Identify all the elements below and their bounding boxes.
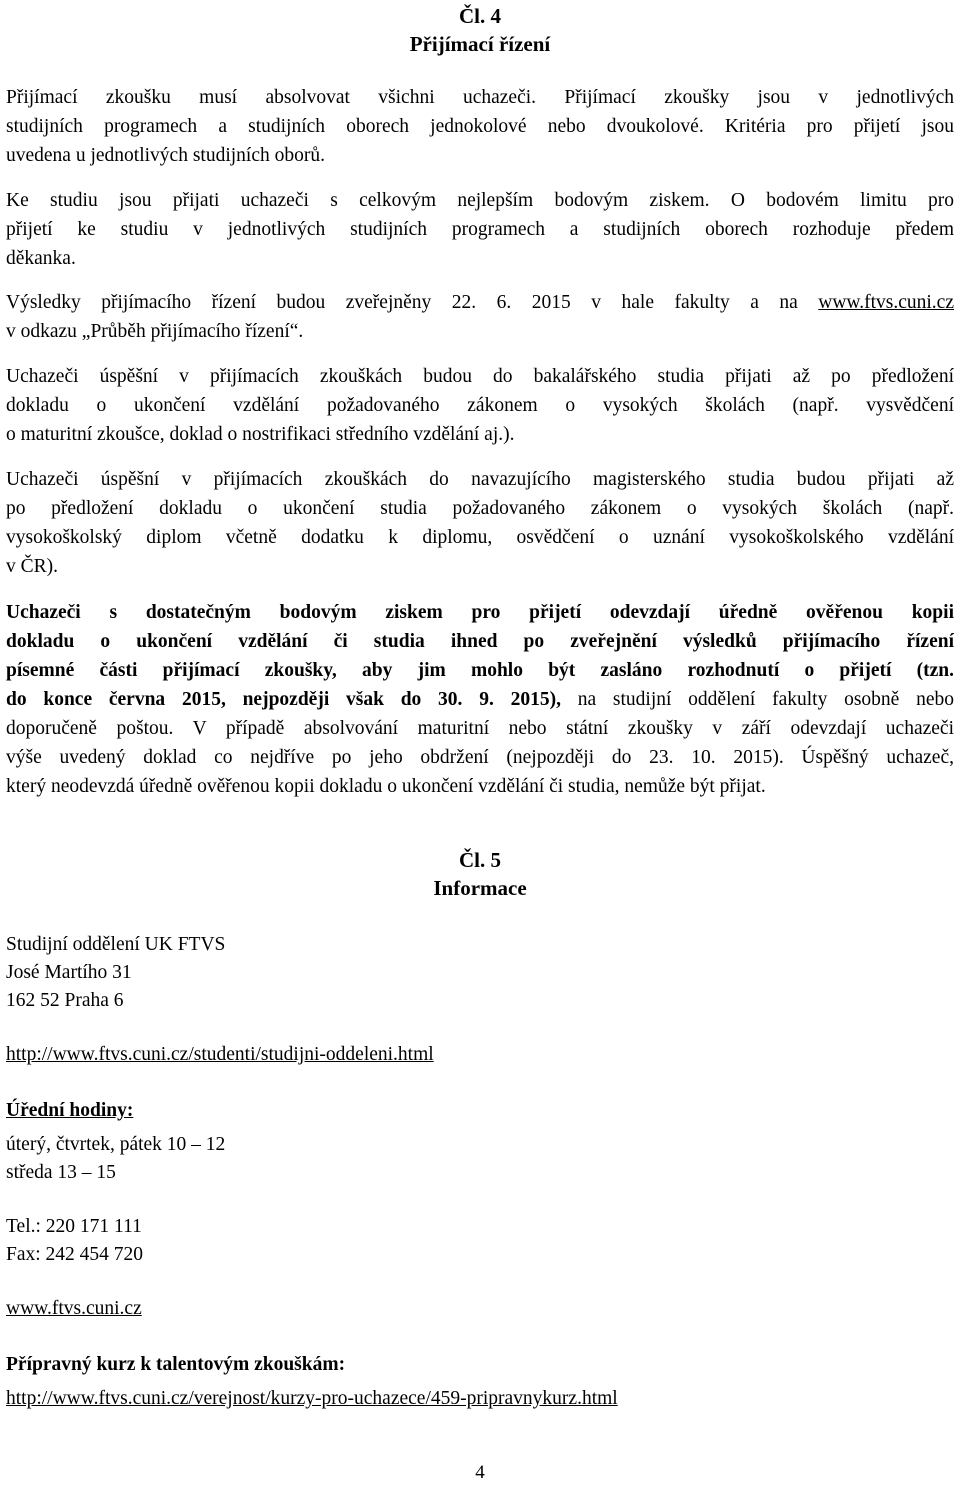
article-5-number: Čl. 5 (459, 848, 501, 872)
office-name: Studijní oddělení UK FTVS (6, 934, 226, 955)
office-street: José Martího 31 (6, 962, 132, 983)
fax-number: Fax: 242 454 720 (6, 1244, 144, 1265)
bold-text: dokladu o ukončení vzdělání či studia ihned po zveřejnění výsledků přijímacího řízení (6, 631, 954, 652)
paragraph-entrance-exam (6, 83, 954, 170)
text-line: Uchazeči úspěšní v přijímacích zkouškách budou do bakalářského studia přijati až po předložení (6, 366, 954, 387)
text-line: Ke studiu jsou přijati uchazeči s celkovým nejlepším bodovým ziskem. O bodovém limitu pro (6, 190, 954, 211)
paragraph-results (6, 288, 954, 346)
office-url-link[interactable]: http://www.ftvs.cuni.cz/studenti/studijni-oddeleni.html (6, 1044, 434, 1065)
text-line (6, 288, 954, 317)
text-line: dokladu o ukončení vzdělání požadovaného zákonem o vysokých školách (např. vysvědčení (6, 395, 954, 416)
text-line: Uchazeči úspěšní v přijímacích zkouškách do navazujícího magisterského studia budou přijati až (6, 469, 954, 490)
text-line (6, 598, 954, 627)
bold-text: Uchazeči s dostatečným bodovým ziskem pro přijetí odevzdají úředně ověřenou kopii (6, 602, 954, 623)
text-line: studijních programech a studijních oborech jednokolové nebo dvoukolové. Kritéria pro přijetí jsou (6, 116, 954, 137)
bold-text: do konce června 2015, nejpozději však do 30. 9. 2015), (6, 689, 561, 710)
text-line (6, 627, 954, 656)
ftvs-link[interactable]: www.ftvs.cuni.cz (818, 292, 954, 313)
office-hours-line: úterý, čtvrtek, pátek 10 – 12 (6, 1134, 226, 1155)
text-line: v ČR). (6, 556, 59, 577)
bold-text: písemné části přijímací zkoušky, aby jim mohlo být zasláno rozhodnutí o přijetí (tzn. (6, 660, 954, 681)
paragraph-master-conditions (6, 465, 954, 581)
text-line: o maturitní zkoušce, doklad o nostrifikaci středního vzdělání aj.). (6, 424, 515, 445)
bold-text: Úřední hodiny: (6, 1100, 134, 1121)
page-number: 4 (475, 1462, 485, 1483)
text-line: po předložení dokladu o ukončení studia požadovaného zákonem o vysokých školách (např. (6, 498, 954, 519)
text-line: přijetí ke studiu v jednotlivých studijních programech a studijních oborech rozhoduje předem (6, 219, 954, 240)
paragraph-admission-criteria (6, 186, 954, 273)
article-4-number: Čl. 4 (459, 4, 501, 28)
office-hours-label (6, 1096, 133, 1125)
text-line (6, 656, 954, 685)
phone-number: Tel.: 220 171 111 (6, 1216, 142, 1237)
results-text: Výsledky přijímacího řízení budou zveřejněny 22. 6. 2015 v hale fakulty a na (6, 292, 819, 313)
regular-text: na studijní oddělení fakulty osobně nebo (560, 689, 954, 710)
office-city: 162 52 Praha 6 (6, 990, 124, 1011)
paragraph-bachelor-conditions (6, 362, 954, 449)
website-link[interactable]: www.ftvs.cuni.cz (6, 1298, 142, 1319)
text-line: vysokoškolský diplom včetně dodatku k diplomu, osvědčení o uznání vysokoškolského vzdělání (6, 527, 954, 548)
text-line: výše uvedený doklad co nejdříve po jeho obdržení (nejpozději do 23. 10. 2015). Úspěšný uchazeč, (6, 747, 954, 768)
office-hours-line: středa 13 – 15 (6, 1162, 116, 1183)
text-line: v odkazu „Průběh přijímacího řízení“. (6, 321, 304, 342)
text-line: děkanka. (6, 248, 76, 269)
bold-text: Přípravný kurz k talentovým zkouškám: (6, 1354, 346, 1375)
prep-course-link[interactable]: http://www.ftvs.cuni.cz/verejnost/kurzy-pro-uchazece/459-pripravnykurz.html (6, 1388, 618, 1409)
article-5-title: Informace (433, 876, 527, 900)
text-line: doporučeně poštou. V případě absolvování maturitní nebo státní zkoušky v září odevzdají uchazeči (6, 718, 954, 739)
text-line: který neodevzdá úředně ověřenou kopii dokladu o ukončení vzdělání či studia, nemůže být přijat. (6, 776, 766, 797)
article-4-title: Přijímací řízení (409, 32, 551, 56)
document-page (6, 0, 954, 1492)
text-line (6, 685, 954, 714)
paragraph-document-submission (6, 598, 954, 801)
text-line: uvedena u jednotlivých studijních oborů. (6, 145, 325, 166)
prep-course-label (6, 1350, 345, 1379)
text-line: Přijímací zkoušku musí absolvovat všichni uchazeči. Přijímací zkoušky jsou v jednotlivých (6, 87, 954, 108)
